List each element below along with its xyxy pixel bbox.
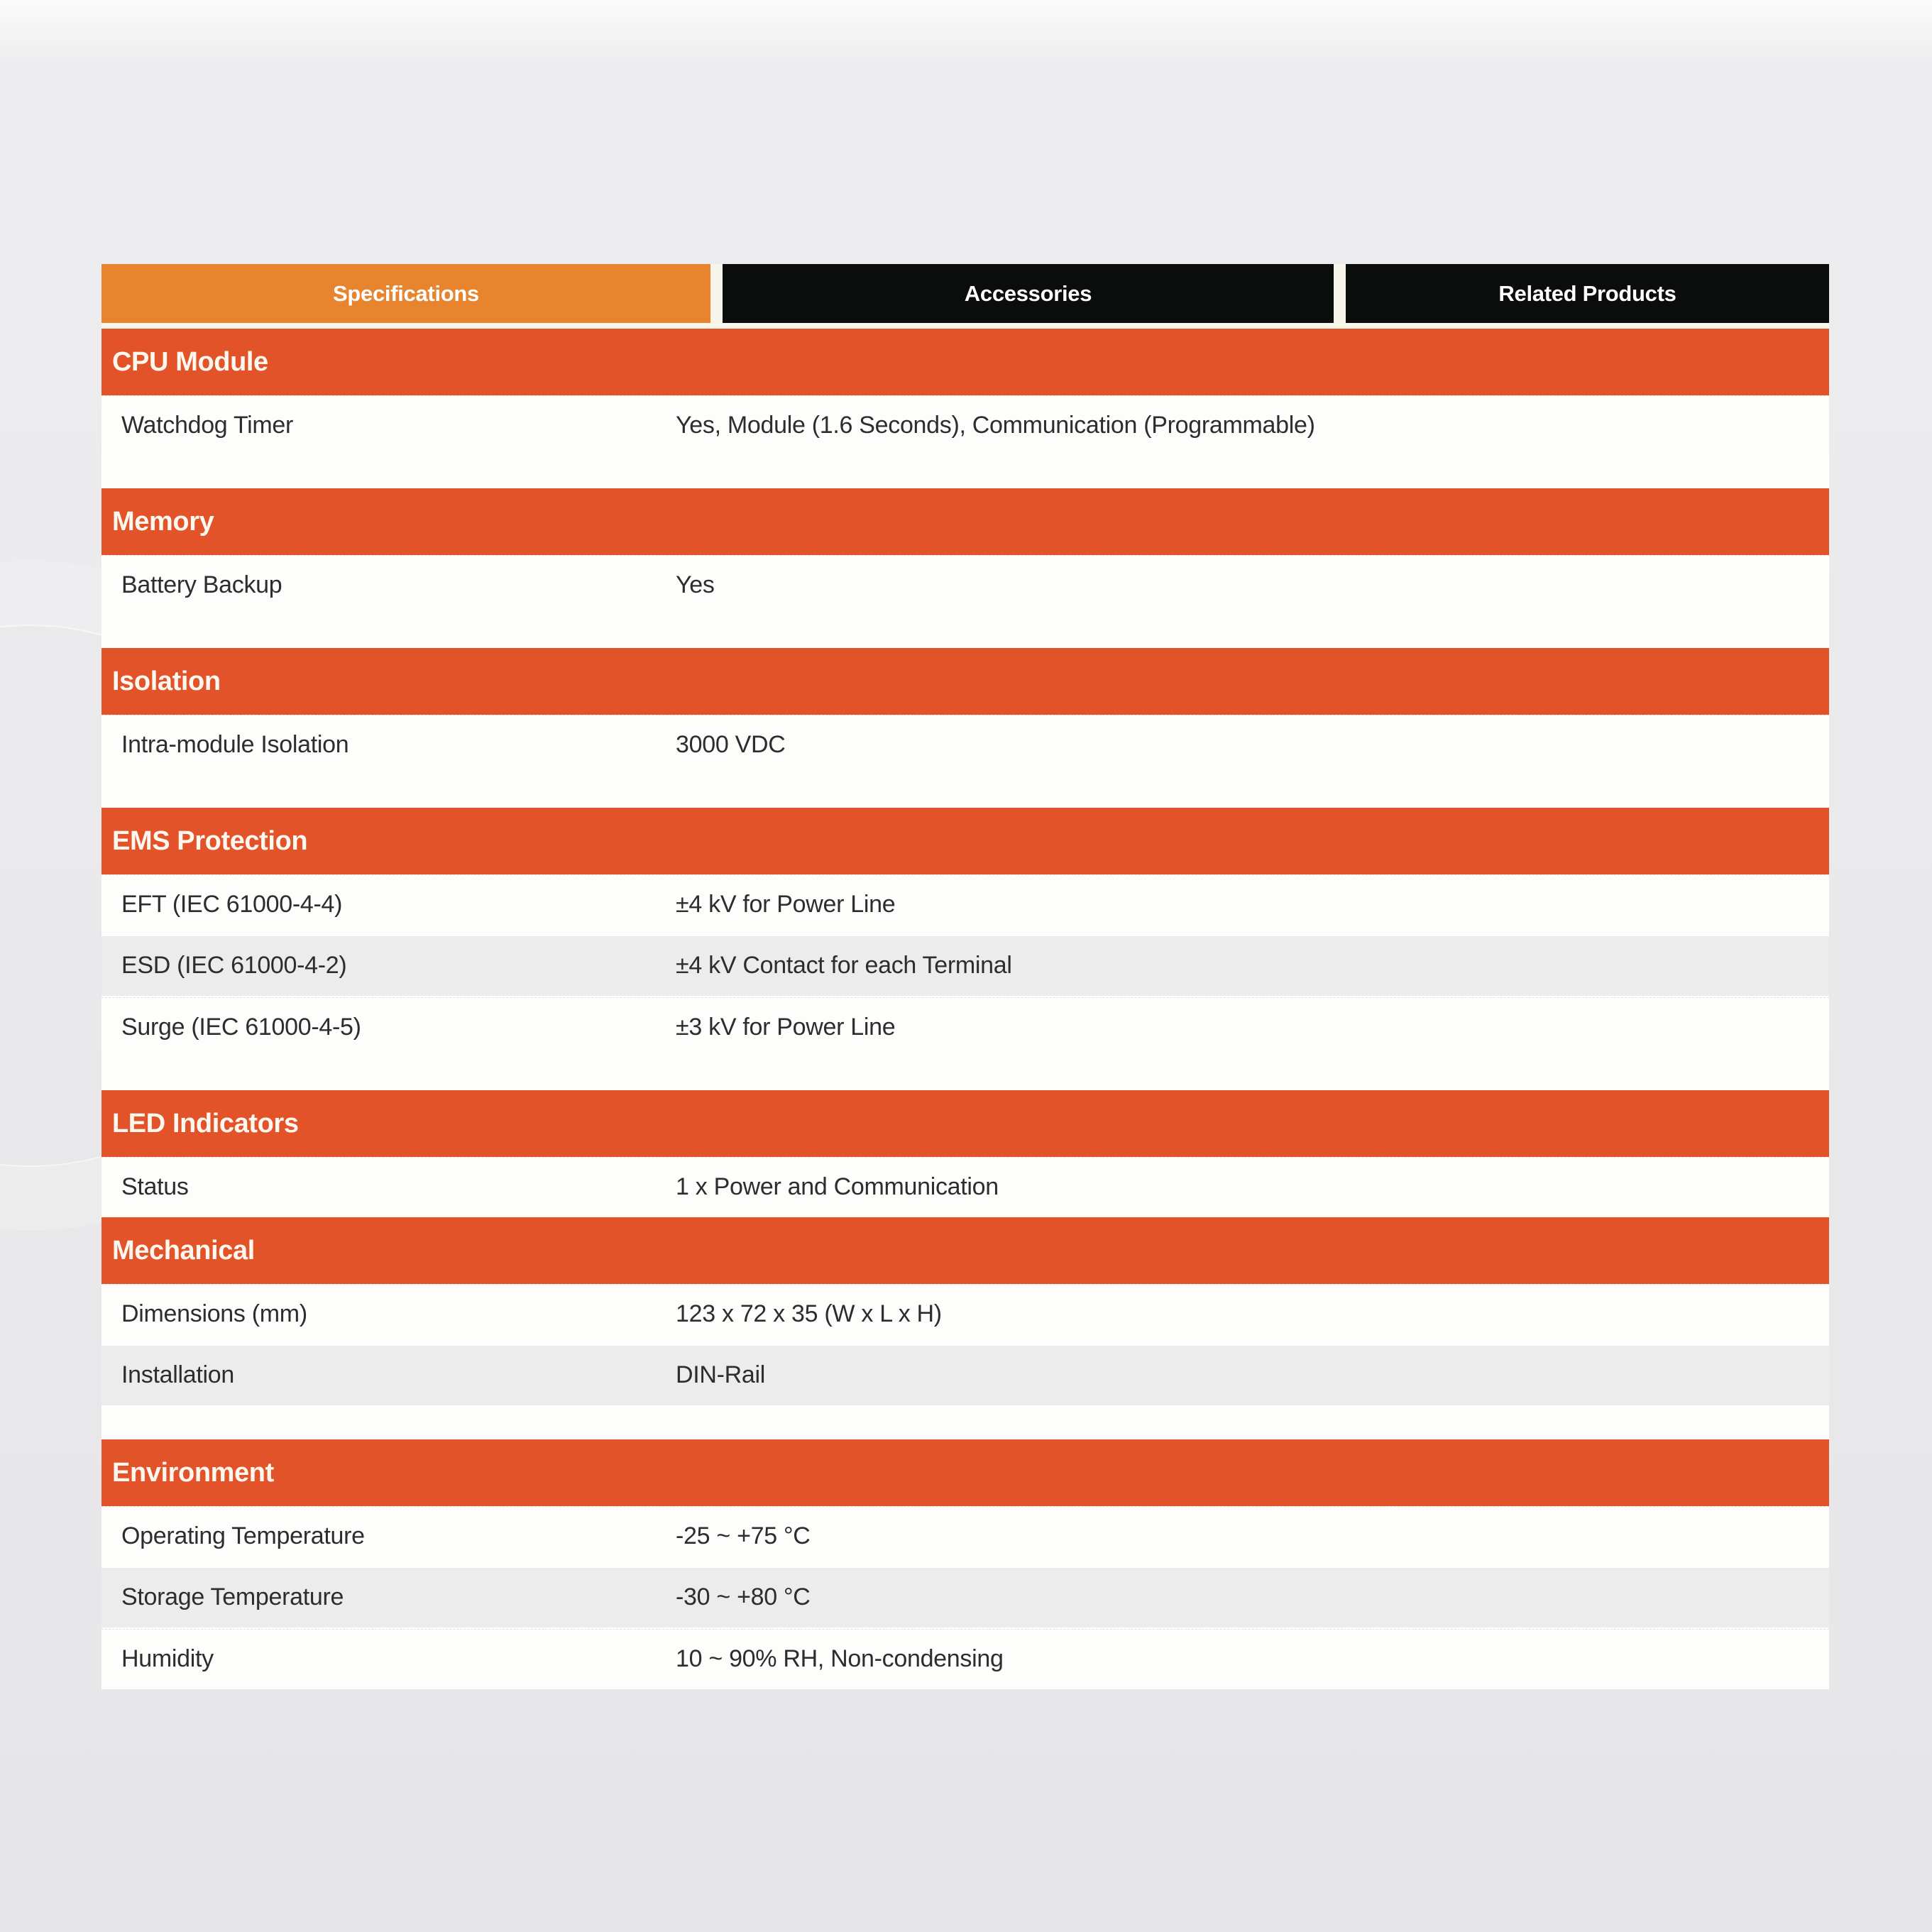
spec-label: Surge (IEC 61000-4-5) [121, 1014, 361, 1041]
table-row [101, 555, 1829, 615]
spec-section-led-indicators [101, 1090, 1829, 1217]
table-row [101, 874, 1829, 935]
spec-value: -30 ~ +80 °C [676, 1584, 811, 1611]
section-rows [101, 1506, 1829, 1689]
spec-value: ±4 kV for Power Line [676, 891, 896, 918]
section-title: Isolation [112, 666, 221, 696]
spec-section-environment [101, 1439, 1829, 1689]
spec-label: Dimensions (mm) [121, 1300, 307, 1328]
section-header [101, 329, 1829, 395]
section-title: Memory [112, 507, 214, 537]
spec-section-cpu-module [101, 329, 1829, 488]
section-rows [101, 715, 1829, 775]
spec-section-isolation [101, 648, 1829, 808]
spec-label: Operating Temperature [121, 1522, 365, 1550]
spec-value: 3000 VDC [676, 731, 786, 759]
tabbar-divider [101, 323, 1829, 329]
spec-value: Yes, Module (1.6 Seconds), Communication (Programmable) [676, 412, 1315, 439]
section-spacer [101, 615, 1829, 648]
spec-label: Watchdog Timer [121, 412, 294, 439]
section-header [101, 488, 1829, 555]
table-row [101, 1344, 1829, 1407]
section-spacer [101, 456, 1829, 488]
spec-value: -25 ~ +75 °C [676, 1522, 811, 1550]
product-spec-panel [101, 264, 1829, 1689]
spec-label: ESD (IEC 61000-4-2) [121, 952, 347, 979]
spec-value: 10 ~ 90% RH, Non-condensing [676, 1645, 1004, 1673]
table-row [101, 1157, 1829, 1217]
spec-label: Humidity [121, 1645, 214, 1673]
section-spacer [101, 1058, 1829, 1090]
section-header [101, 1217, 1829, 1284]
spec-label: Battery Backup [121, 571, 282, 599]
table-row [101, 1284, 1829, 1344]
spec-value: 123 x 72 x 35 (W x L x H) [676, 1300, 942, 1328]
spec-value: DIN-Rail [676, 1361, 766, 1389]
section-header [101, 808, 1829, 874]
tab-specifications[interactable]: Specifications [101, 264, 710, 323]
spec-value: ±3 kV for Power Line [676, 1014, 896, 1041]
table-row [101, 1506, 1829, 1566]
tab-bar [101, 264, 1829, 323]
table-row [101, 935, 1829, 997]
spec-label: Status [121, 1173, 189, 1201]
spec-label: Installation [121, 1361, 234, 1389]
table-row [101, 1629, 1829, 1689]
specifications-table [101, 329, 1829, 1689]
spec-section-ems-protection [101, 808, 1829, 1090]
section-title: LED Indicators [112, 1109, 299, 1138]
section-rows [101, 1284, 1829, 1407]
tab-related-products[interactable]: Related Products [1346, 264, 1829, 323]
spec-label: Intra-module Isolation [121, 731, 349, 759]
section-spacer [101, 775, 1829, 808]
section-rows [101, 1157, 1829, 1217]
table-row [101, 395, 1829, 456]
spec-label: Storage Temperature [121, 1584, 344, 1611]
section-title: Mechanical [112, 1236, 255, 1266]
table-row [101, 1566, 1829, 1629]
spec-section-mechanical [101, 1217, 1829, 1439]
section-header [101, 1090, 1829, 1157]
spec-section-memory [101, 488, 1829, 648]
section-header [101, 1439, 1829, 1506]
section-rows [101, 874, 1829, 1058]
section-title: EMS Protection [112, 826, 308, 856]
spec-value: ±4 kV Contact for each Terminal [676, 952, 1012, 979]
table-row [101, 997, 1829, 1058]
section-rows [101, 555, 1829, 615]
spec-value: Yes [676, 571, 715, 599]
section-rows [101, 395, 1829, 456]
section-title: Environment [112, 1458, 274, 1488]
section-header [101, 648, 1829, 715]
spec-label: EFT (IEC 61000-4-4) [121, 891, 343, 918]
section-spacer [101, 1407, 1829, 1439]
tab-accessories[interactable]: Accessories [723, 264, 1334, 323]
section-title: CPU Module [112, 347, 268, 377]
spec-value: 1 x Power and Communication [676, 1173, 999, 1201]
table-row [101, 715, 1829, 775]
